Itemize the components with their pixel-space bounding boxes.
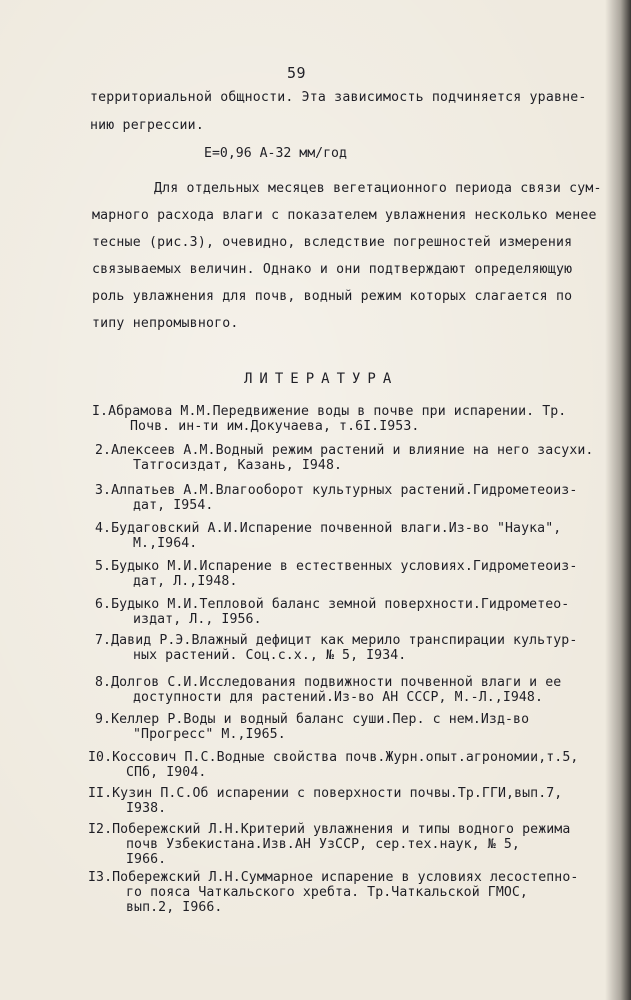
reference-line: дат, Л.,I948. (133, 574, 238, 589)
reference-line: I0.Коссович П.С.Водные свойства почв.Журн.опыт.агрономии,т.5, (88, 750, 579, 765)
references-heading: ЛИТЕРАТУРА (244, 371, 399, 387)
paragraph-line: типу непромывного. (92, 316, 239, 331)
reference-line: 8.Долгов С.И.Исследования подвижности почвенной влаги и ее (95, 675, 562, 690)
reference-line: 2.Алексеев А.М.Водный режим растений и влияние на него засухи. (95, 443, 594, 458)
paragraph-line: роль увлажнения для почв, водный режим которых слагается по (92, 289, 573, 304)
reference-line: дат, I954. (133, 498, 214, 513)
reference-line: I938. (126, 801, 167, 816)
reference-item (95, 521, 561, 551)
reference-line: ных растений. Соц.с.х., № 5, I934. (133, 648, 407, 663)
reference-item (95, 633, 577, 663)
reference-item (88, 870, 578, 915)
paragraph-line: территориальной общности. Эта зависимость подчиняется уравне- (90, 90, 587, 105)
paragraph-line: Для отдельных месяцев вегетационного периода связи сум- (154, 181, 602, 196)
reference-line: вып.2, I966. (126, 900, 223, 915)
reference-line: Почв. ин-ти им.Докучаева, т.6I.I953. (130, 419, 420, 434)
reference-line: доступности для растений.Из-во АН СССР, М.-Л.,I948. (133, 690, 544, 705)
reference-item (88, 786, 562, 816)
reference-line: М.,I964. (133, 536, 198, 551)
reference-item (88, 750, 578, 780)
reference-item (95, 712, 529, 742)
reference-item (92, 404, 566, 434)
page-number: 59 (287, 64, 307, 82)
reference-item (95, 675, 561, 705)
reference-line: почв Узбекистана.Изв.АН УзССР, сер.тех.наук, № 5, (126, 837, 520, 852)
reference-line: издат, Л., I956. (133, 612, 262, 627)
reference-line: го пояса Чаткальского хребта. Тр.Чаткальской ГМОС, (126, 885, 528, 900)
paragraph-line: связываемых величин. Однако и они подтверждают определяющую (92, 262, 573, 277)
reference-line: 6.Будыко М.И.Тепловой баланс земной поверхности.Гидрометео- (95, 597, 570, 612)
reference-line: 5.Будыко М.И.Испарение в естественных условиях.Гидрометеоиз- (95, 559, 578, 574)
paragraph-line: нию регрессии. (90, 118, 204, 133)
reference-line: I966. (126, 852, 167, 867)
reference-item (88, 822, 570, 867)
reference-line: 4.Будаговский А.И.Испарение почвенной влаги.Из-во "Наука", (95, 521, 562, 536)
reference-line: I3.Побережский Л.Н.Суммарное испарение в условиях лесостепно- (88, 870, 579, 885)
reference-line: I.Абрамова М.М.Передвижение воды в почве при испарении. Тр. (92, 404, 567, 419)
regression-formula: E=0,96 A-32 мм/год (204, 146, 347, 161)
reference-line: СПб, I904. (126, 765, 207, 780)
paragraph-line: тесные (рис.3), очевидно, вследствие погрешностей измерения (92, 235, 573, 250)
binding-shadow (605, 0, 631, 1000)
reference-line: 3.Алпатьев А.М.Влагооборот культурных растений.Гидрометеоиз- (95, 483, 578, 498)
reference-item (95, 559, 577, 589)
reference-line: 7.Давид Р.Э.Влажный дефицит как мерило транспирации культур- (95, 633, 578, 648)
paragraph-line: марного расхода влаги с показателем увлажнения несколько менее (92, 208, 597, 223)
reference-line: "Прогресс" М.,I965. (133, 727, 286, 742)
reference-item (95, 443, 593, 473)
reference-item (95, 597, 569, 627)
reference-line: II.Кузин П.С.Об испарении с поверхности почвы.Тр.ГГИ,вып.7, (88, 786, 563, 801)
reference-line: I2.Побережский Л.Н.Критерий увлажнения и типы водного режима (88, 822, 571, 837)
reference-line: Татгосиздат, Казань, I948. (133, 458, 343, 473)
reference-line: 9.Келлер Р.Воды и водный баланс суши.Пер. с нем.Изд-во (95, 712, 530, 727)
reference-item (95, 483, 577, 513)
